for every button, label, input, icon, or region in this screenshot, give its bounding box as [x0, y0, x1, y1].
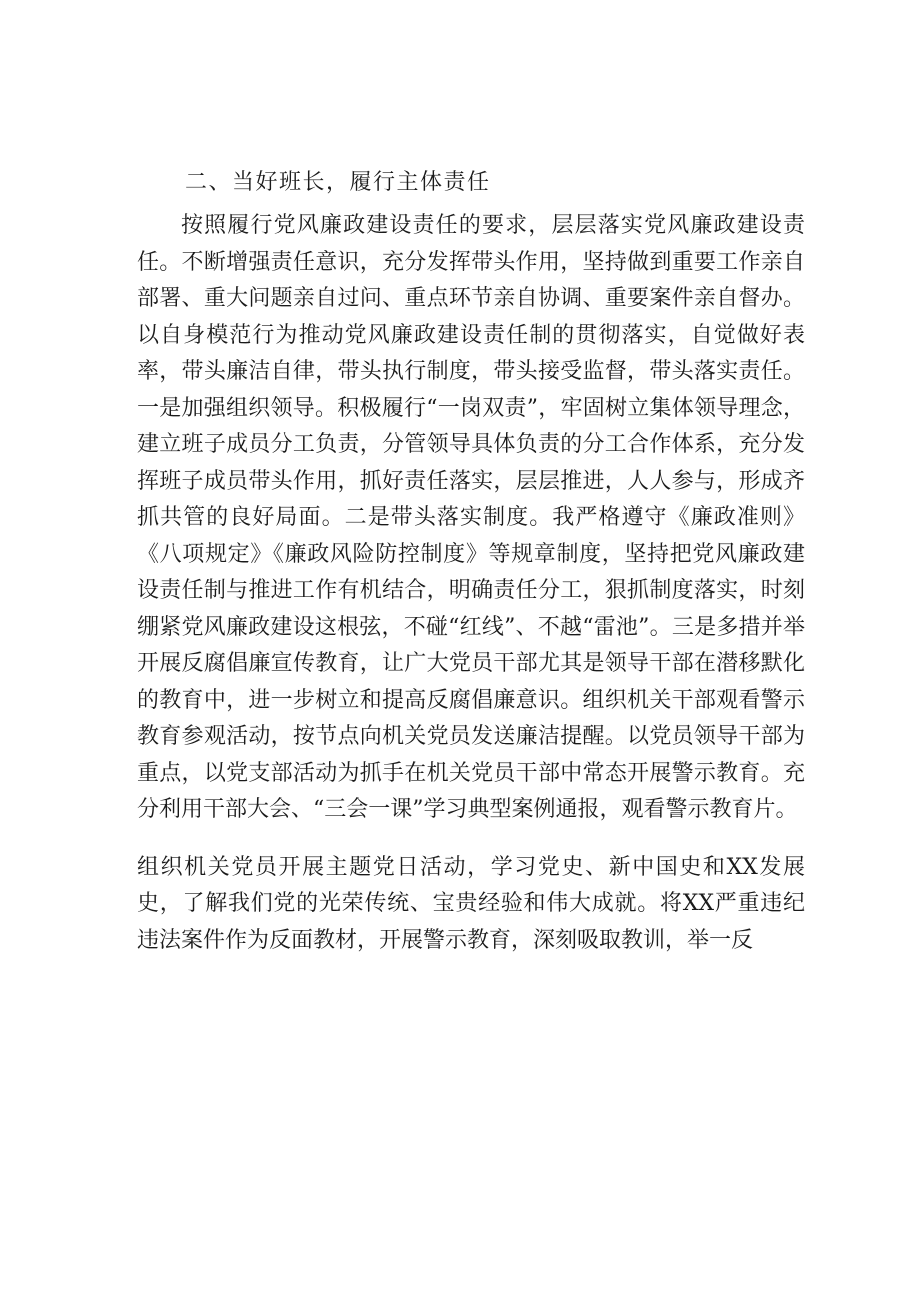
- document-body: [137, 163, 805, 959]
- section-heading: 二、当好班长，履行主体责任: [185, 170, 491, 195]
- body-paragraph-2: 组织机关党员开展主题党日活动，学习党史、新中国史和XX发展史，了解我们党的光荣传统、宝贵经验和伟大成就。将XX严重违纪违法案件作为反面教材，开展警示教育，深刻吸取教训，举一反: [137, 854, 805, 953]
- body-paragraph-1: 按照履行党风廉政建设责任的要求，层层落实党风廉政建设责任。不断增强责任意识，充分发挥带头作用，坚持做到重要工作亲自部署、重大问题亲自过问、重点环节亲自协调、重要案件亲自督办。以自身模范行为推动党风廉政建设责任制的贯彻落实，自觉做好表率，带头廉洁自律，带头执行制度，带头接受监督，带头落实责任。一是加强组织领导。积极履行“一岗双责”，牢固树立集体领导理念，建立班子成员分工负责，分管领导具体负责的分工合作体系，充分发挥班子成员带头作用，抓好责任落实，层层推进，人人参与，形成齐抓共管的良好局面。二是带头落实制度。我严格遵守《廉政准则》《八项规定》《廉政风险防控制度》等规章制度，坚持把党风廉政建设责任制与推进工作有机结合，明确责任分工，狠抓制度落实，时刻绷紧党风廉政建设这根弦，不碰“红线”、不越“雷池”。三是多措并举开展反腐倡廉宣传教育，让广大党员干部尤其是领导干部在潜移默化的教育中，进一步树立和提高反腐倡廉意识。组织机关干部观看警示教育参观活动，按节点向机关党员发送廉洁提醒。以党员领导干部为重点，以党支部活动为抓手在机关党员干部中常态开展警示教育。充分利用干部大会、“三会一课”学习典型案例通报，观看警示教育片。: [137, 213, 805, 822]
